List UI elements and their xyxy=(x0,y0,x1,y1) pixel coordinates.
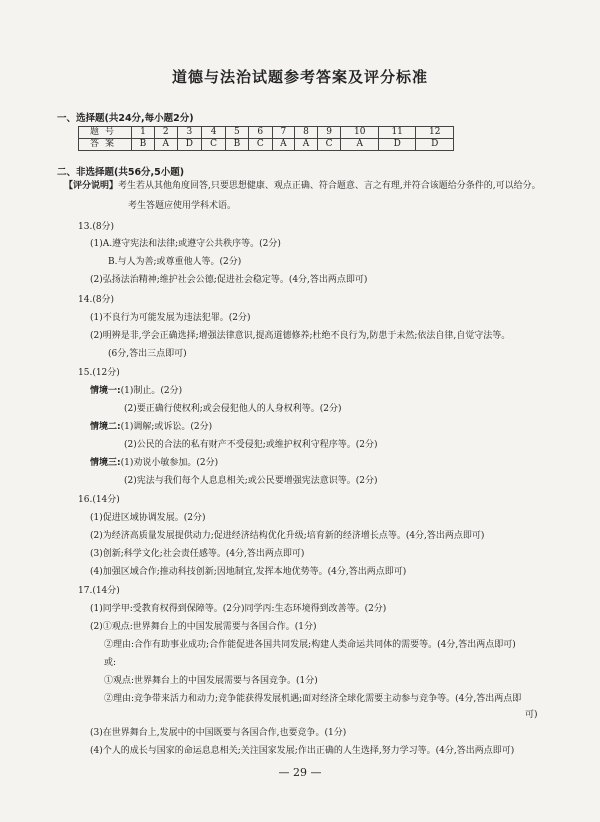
answer-line: (6分,答出三点即可) xyxy=(108,349,187,359)
table-cell: C xyxy=(202,139,226,151)
page-number: — 29 — xyxy=(278,766,322,779)
table-cell: B xyxy=(225,139,248,151)
table-cell: 9 xyxy=(317,127,341,139)
row-label-question: 题号 xyxy=(79,127,132,139)
table-cell: 8 xyxy=(295,127,318,139)
table-cell: 5 xyxy=(225,127,248,139)
table-cell: A xyxy=(154,139,177,151)
table-cell: C xyxy=(248,139,272,151)
page-title: 道德与法治试题参考答案及评分标准 xyxy=(171,68,428,86)
answer-line: (1)同学甲:受教育权得到保障等。(2分)同学丙:生态环境得到改善等。(2分) xyxy=(90,604,387,614)
scenario-label: 情境一: xyxy=(90,386,121,396)
scoring-note xyxy=(64,180,541,192)
answer-text: (1)制止。(2分) xyxy=(120,386,183,396)
answer-line: (2)①观点:世界舞台上的中国发展需要与各国合作。(1分) xyxy=(90,622,317,632)
answer-line: (4)个人的成长与国家的命运息息相关;关注国家发展;作出正确的人生选择,努力学习等。(4分,答出两点即可) xyxy=(90,746,515,756)
question-13-header: 13.(8分) xyxy=(78,222,115,232)
scoring-note-text: 考生若从其他角度回答,只要思想健康、观点正确、符合题意、言之有理,并符合该题给分条件的,可以给分。 xyxy=(118,181,541,191)
answer-line: (2)弘扬法治精神;维护社会公德;促进社会稳定等。(4分,答出两点即可) xyxy=(90,275,368,285)
table-cell: 11 xyxy=(378,127,415,139)
section-1-heading: 一、选择题(共24分,每小题2分) xyxy=(57,113,194,124)
table-cell: C xyxy=(317,139,341,151)
table-cell: A xyxy=(272,139,295,151)
answer-line: (1)促进区域协调发展。(2分) xyxy=(90,513,206,523)
answer-text: (1)调解;或诉讼。(2分) xyxy=(120,422,213,432)
answer-line: ②理由:合作有助事业成功;合作能促进各国共同发展;构建人类命运共同体的需要等。(4分,答出两点即可) xyxy=(104,640,516,650)
answer-line xyxy=(90,385,182,397)
question-15-header: 15.(12分) xyxy=(78,368,120,378)
table-row-answers xyxy=(79,139,454,151)
question-17-header: 17.(14分) xyxy=(78,586,120,596)
answer-line: ②理由:竞争带来活力和动力;竞争能获得发展机遇;面对经济全球化需要主动参与竞争等。(4分,答出两点即 xyxy=(104,694,522,704)
answer-line: (2)为经济高质量发展提供动力;促进经济结构优化升级;培育新的经济增长点等。(4分,答出两点即可) xyxy=(90,531,485,541)
table-cell: 1 xyxy=(132,127,155,139)
answer-line: (1)A.遵守宪法和法律;或遵守公共秩序等。(2分) xyxy=(90,239,281,249)
answer-line: (2)明辨是非,学会正确选择;增强法律意识,提高道德修养;杜绝不良行为,防患于未然;依法自律,自觉守法等。 xyxy=(90,331,511,341)
question-14-header: 14.(8分) xyxy=(78,295,115,305)
table-cell: 7 xyxy=(272,127,295,139)
answer-line xyxy=(90,457,218,469)
table-cell: 4 xyxy=(202,127,226,139)
answer-table xyxy=(78,126,454,151)
table-cell: B xyxy=(132,139,155,151)
answer-line: 可) xyxy=(525,710,538,720)
answer-line: (4)加强区域合作;推动科技创新;因地制宜,发挥本地优势等。(4分,答出两点即可) xyxy=(90,567,407,577)
answer-line: (2)要正确行使权利;或会侵犯他人的人身权利等。(2分) xyxy=(124,404,342,414)
table-cell: 3 xyxy=(177,127,202,139)
answer-line: (1)不良行为可能发展为违法犯罪。(2分) xyxy=(90,313,251,323)
table-cell: D xyxy=(416,139,454,151)
scenario-label: 情境三: xyxy=(90,458,121,468)
question-16-header: 16.(14分) xyxy=(78,495,120,505)
scoring-note-label: 【评分说明】 xyxy=(64,181,119,191)
table-cell: A xyxy=(295,139,318,151)
answer-line: B.与人为善;或尊重他人等。(2分) xyxy=(108,257,242,267)
table-row-numbers xyxy=(79,127,454,139)
answer-line: (3)在世界舞台上,发展中的中国既要与各国合作,也要竞争。(1分) xyxy=(90,728,347,738)
table-cell: 2 xyxy=(154,127,177,139)
answer-text: (1)劝说小敏参加。(2分) xyxy=(120,458,219,468)
table-cell: 6 xyxy=(248,127,272,139)
answer-line: ①观点:世界舞台上的中国发展需要与各国竞争。(1分) xyxy=(104,676,318,686)
table-cell: D xyxy=(177,139,202,151)
scenario-label: 情境二: xyxy=(90,422,121,432)
answer-line: (3)创新;科学文化;社会责任感等。(4分,答出两点即可) xyxy=(90,549,305,559)
section-2-heading: 二、非选择题(共56分,5小题) xyxy=(57,167,185,178)
answer-line: (2)公民的合法的私有财产不受侵犯;或维护权利守程序等。(2分) xyxy=(124,440,378,450)
table-cell: 10 xyxy=(341,127,378,139)
table-cell: A xyxy=(341,139,378,151)
scoring-note-2: 考生答题应使用学科术语。 xyxy=(128,201,237,211)
answer-line: (2)宪法与我们每个人息息相关;或公民要增强宪法意识等。(2分) xyxy=(124,476,378,486)
row-label-answer: 答案 xyxy=(79,139,132,151)
answer-line xyxy=(90,421,212,433)
table-cell: D xyxy=(378,139,415,151)
answer-line: 或: xyxy=(104,658,117,668)
table-cell: 12 xyxy=(416,127,454,139)
